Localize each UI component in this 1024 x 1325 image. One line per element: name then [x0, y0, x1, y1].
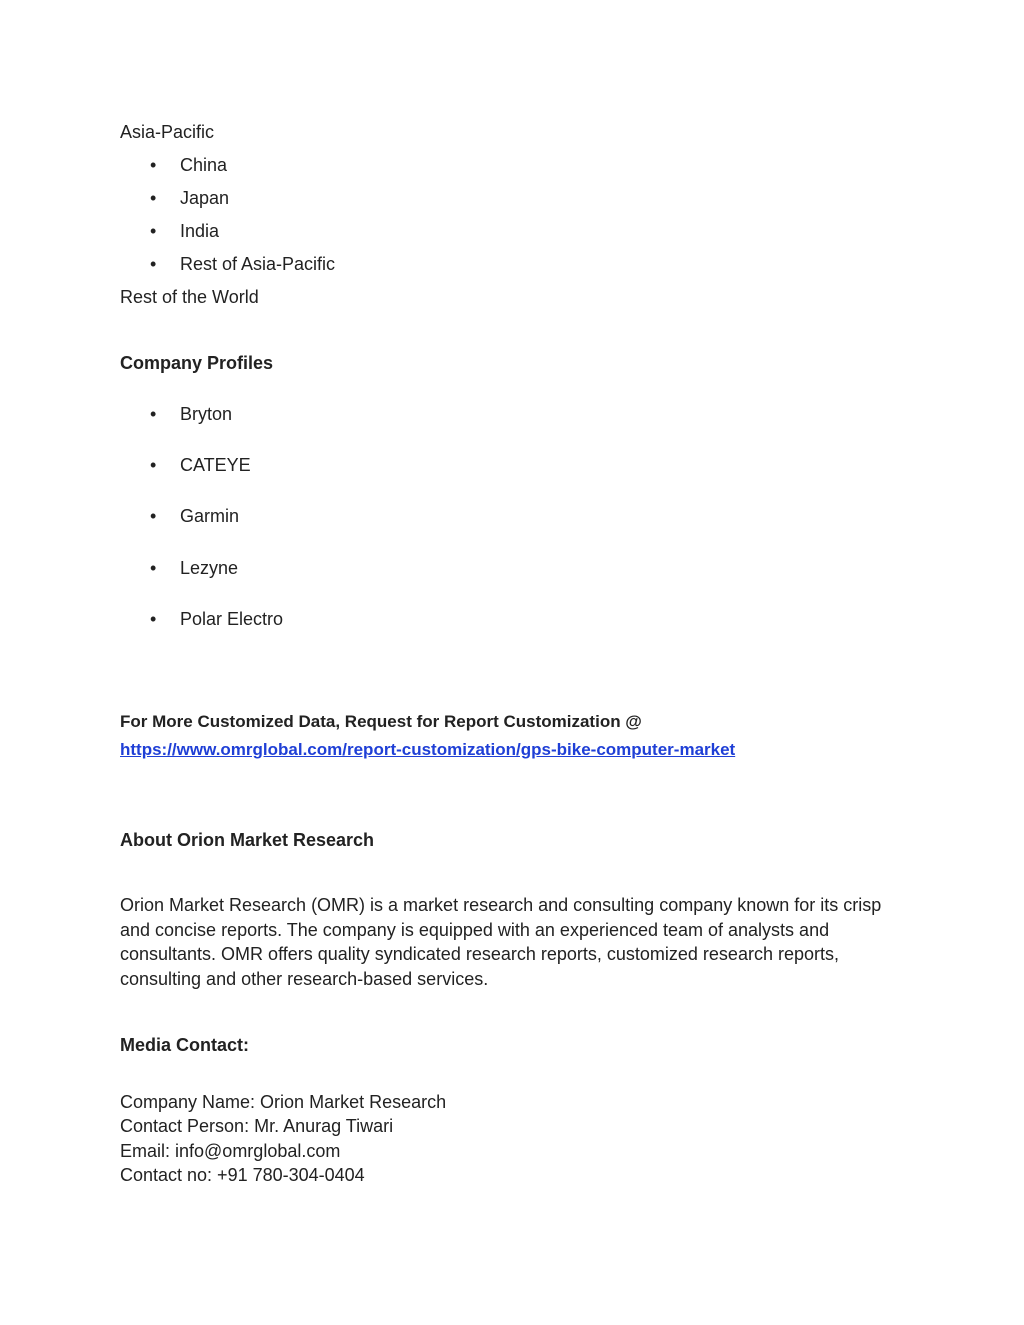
rest-of-world-label: Rest of the World: [120, 287, 259, 307]
email-line: Email: info@omrglobal.com: [120, 1141, 341, 1161]
list-item: [150, 402, 232, 426]
list-item-label: Bryton: [180, 404, 233, 424]
bullet-icon: •: [150, 221, 157, 241]
company-name-line: Company Name: Orion Market Research: [120, 1092, 447, 1112]
bullet-icon: •: [150, 506, 157, 526]
list-item: [150, 453, 251, 477]
bullet-icon: •: [150, 155, 157, 175]
customization-link[interactable]: https://www.omrglobal.com/report-customization/gps-bike-computer-market: [120, 740, 736, 759]
company-profiles-heading: Company Profiles: [120, 353, 274, 373]
bullet-icon: •: [150, 455, 157, 475]
list-item: [150, 219, 219, 243]
list-item-label: Japan: [180, 188, 230, 208]
customization-text: For More Customized Data, Request for Report Customization @: [120, 712, 642, 731]
list-item-label: Polar Electro: [180, 609, 284, 629]
asia-pacific-heading: Asia-Pacific: [120, 122, 215, 142]
list-item: [150, 252, 335, 276]
list-item-label: Lezyne: [180, 558, 239, 578]
list-item: [150, 607, 283, 631]
list-item-label: India: [180, 221, 220, 241]
list-item: [150, 153, 227, 177]
bullet-icon: •: [150, 609, 157, 629]
contact-person-line: Contact Person: Mr. Anurag Tiwari: [120, 1116, 394, 1136]
about-paragraph: Orion Market Research (OMR) is a market research and consulting company known for its crisp and concise reports. The company is equipped with an experienced team of analysts and consultants. OMR offers quality syndicated research reports, customized research reports, consulting and other research-based services.: [120, 895, 882, 989]
list-item-label: CATEYE: [180, 455, 251, 475]
contact-number-line: Contact no: +91 780-304-0404: [120, 1165, 365, 1185]
list-item: [150, 556, 238, 580]
bullet-icon: •: [150, 188, 157, 208]
list-item-label: China: [180, 155, 228, 175]
list-item-label: Garmin: [180, 506, 240, 526]
media-contact-heading: Media Contact:: [120, 1035, 250, 1055]
list-item: [150, 504, 239, 528]
bullet-icon: •: [150, 254, 157, 274]
list-item: [150, 186, 229, 210]
about-heading: About Orion Market Research: [120, 830, 375, 850]
bullet-icon: •: [150, 404, 157, 424]
list-item-label: Rest of Asia-Pacific: [180, 254, 336, 274]
bullet-icon: •: [150, 558, 157, 578]
